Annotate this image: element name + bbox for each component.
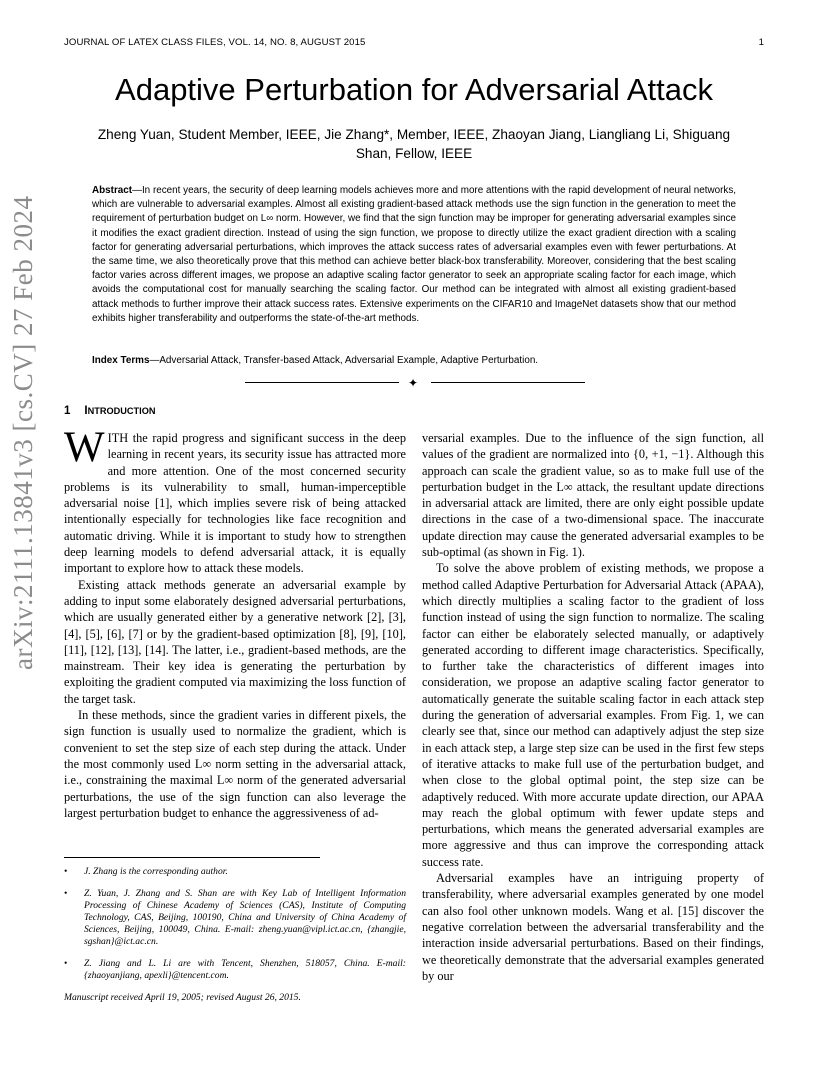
left-column <box>64 424 406 821</box>
footnotes <box>64 866 406 1004</box>
footnote-item: • Z. Jiang and L. Li are with Tencent, Shenzhen, 518057, China. E-mail: {zhaoyanjiang, apexli}@tencent.com. <box>64 958 406 981</box>
abstract <box>92 184 736 326</box>
paragraph-1-smallcaps: ITH <box>107 431 129 445</box>
divider-diamond-icon: ✦ <box>408 376 419 390</box>
abstract-text: —In recent years, the security of deep learning models achieves more and more attentions with the rapid development of neural networks, which are vulnerable to adversarial examples. Almost all existing gradient-based attack methods use the sign function in the generation to meet the requirement of perturbation budget on L∞ norm. However, we find that the sign function may be improper for generating adversarial examples since it modifies the exact gradient direction. Instead of using the sign function, we propose to directly utilize the exact gradient direction with a scaling factor for generating adversarial perturbations, which improves the attack success rates of adversarial examples even with fewer perturbations. At the same time, we also theoretically prove that this method can achieve better black-box transferability. Moreover, considering that the best scaling factor varies across different images, we propose an adaptive scaling factor generator to seek an appropriate scaling factor for each image, which avoids the computational cost for manually searching the scaling factor. Our method can be integrated with almost all existing gradient-based attack methods to further improve their attack success rates. Extensive experiments on the CIFAR10 and ImageNet datasets show that our method exhibits higher transferability and outperforms the state-of-the-art methods. <box>92 185 736 324</box>
index-terms-label: Index Terms <box>92 355 150 366</box>
section-title-rest: NTRODUCTION <box>87 406 156 416</box>
index-terms-text: —Adversarial Attack, Transfer-based Attack, Adversarial Example, Adaptive Perturbation. <box>149 355 539 366</box>
footnote-item: • J. Zhang is the corresponding author. <box>64 866 228 877</box>
author-list <box>60 125 768 163</box>
manuscript-note: Manuscript received April 19, 2005; revised August 26, 2015. <box>64 992 301 1003</box>
divider-line-right <box>431 382 585 383</box>
section-title-initial: I <box>84 405 88 417</box>
divider-line-left <box>245 382 399 383</box>
running-header: JOURNAL OF LATEX CLASS FILES, VOL. 14, NO. 8, AUGUST 2015 <box>64 37 366 48</box>
paragraph-4: versarial examples. Due to the influence of the sign function, all values of the gradient are normalized into {0, +1, −1}. Although this approach can scale the gradient value, so as to make full use of the perturbation budget in the L∞ attack, the resultant update directions in adversarial attack are limited, there are only eight possible update directions in the case of a two-dimensional space. The inaccurate update direction may cause the generated adversarial examples to be sub-optimal (as shown in Fig. 1). <box>422 431 764 560</box>
author-line-2: Shan, Fellow, IEEE <box>355 146 473 161</box>
page-number: 1 <box>758 37 764 48</box>
bullet-icon: • <box>64 958 68 969</box>
footnote-item: • Z. Yuan, J. Zhang and S. Shan are with Key Lab of Intelligent Information Processing of Chinese Academy of Sciences (CAS), Institute of Computing Technology, CAS, Beijing, 100190, China and University of China Academy of Sciences, Beijing, 100049, China. E-mail: zheng.yuan@vipl.ict.ac.cn, {zhangjie, sgshan}@ict.ac.cn. <box>64 888 406 947</box>
abstract-label: Abstract <box>92 185 133 196</box>
arxiv-identifier: arXiv:2111.13841v3 [cs.CV] 27 Feb 2024 <box>8 195 38 670</box>
drop-cap: W <box>64 424 105 471</box>
paragraph-1-text: the rapid progress and significant success in the deep learning in recent years, its security issue has attracted more and more attention. One of the most concerned security problems is its vulnerability to small, human-imperceptible adversarial noise [1], which implies severe risk of being attacked intentionally especially for technologies like face recognition and automatic driving. While it is important to study how to strengthen deep learning models to defend adversarial attack, it is equally important to explore how to attack these models. <box>64 431 406 576</box>
section-number: 1 <box>64 405 71 417</box>
section-divider <box>245 377 585 389</box>
paragraph-3: In these methods, since the gradient varies in different pixels, the sign function is usually used to normalize the gradient, which is convenient to set the step size of each step during the attack. Under the most commonly used L∞ norm setting in the adversarial attack, i.e., constraining the maximal L∞ norm of the generated adversarial perturbations, the use of the sign function can also leverage the largest perturbation budget to enhance the aggressiveness of ad- <box>64 708 406 820</box>
bullet-icon: • <box>64 888 68 899</box>
right-column <box>422 430 764 984</box>
paper-title: Adaptive Perturbation for Adversarial Attack <box>115 72 713 107</box>
paragraph-1 <box>64 424 406 577</box>
paragraph-6: Adversarial examples have an intriguing property of transferability, where adversarial examples generated by one model can also fool other unknown models. Wang et al. [15] discover the negative correlation between the adversarial transferability and the interaction inside adversarial perturbations. Based on their findings, we theoretically demonstrate that the adversarial examples generated by our <box>422 871 764 983</box>
section-heading <box>64 405 156 417</box>
paragraph-5: To solve the above problem of existing methods, we propose a method called Adaptive Perturbation for Adversarial Attack (APAA), which directly multiplies a scaling factor to the gradient of loss function instead of using the sign function to normalize. The scaling factor can either be elaborately selected manually, or adaptively generated according to different image characteristics. Specifically, to further take the characteristics of different images into consideration, we propose an adaptive scaling factor generator to automatically generate the suitable scaling factor in each attack step during the generation of adversarial examples. From Fig. 1, we can clearly see that, since our method can adaptively adjust the step size in each attack step, a large step size can be used in the first few steps of iterative attacks to make full use of the perturbation budget, and when close to the global optimal point, the step size can be adaptively reduced. With more accurate update direction, our APAA may reach the global optimum with fewer update steps and perturbations, which means the generated adversarial examples are more aggressive and thus can improve the corresponding attack success rate. <box>422 561 764 869</box>
index-terms <box>92 354 736 368</box>
bullet-icon: • <box>64 866 68 877</box>
footnote-rule <box>64 857 320 858</box>
paragraph-2: Existing attack methods generate an adversarial example by adding to input some elaborately designed adversarial perturbations, which are usually generated either by a generative network [2], [3], [4], [5], [6], [7] or by the gradient-based optimization [8], [9], [10], [11], [12], [13], [14]. The latter, i.e., gradient-based methods, are the mainstream. Their key idea is generating the perturbation by exploiting the gradient computed via maximizing the loss function of the target task. <box>64 577 406 706</box>
author-line-1: Zheng Yuan, Student Member, IEEE, Jie Zhang*, Member, IEEE, Zhaoyan Jiang, Liangliang Li, Shiguang <box>97 127 731 142</box>
